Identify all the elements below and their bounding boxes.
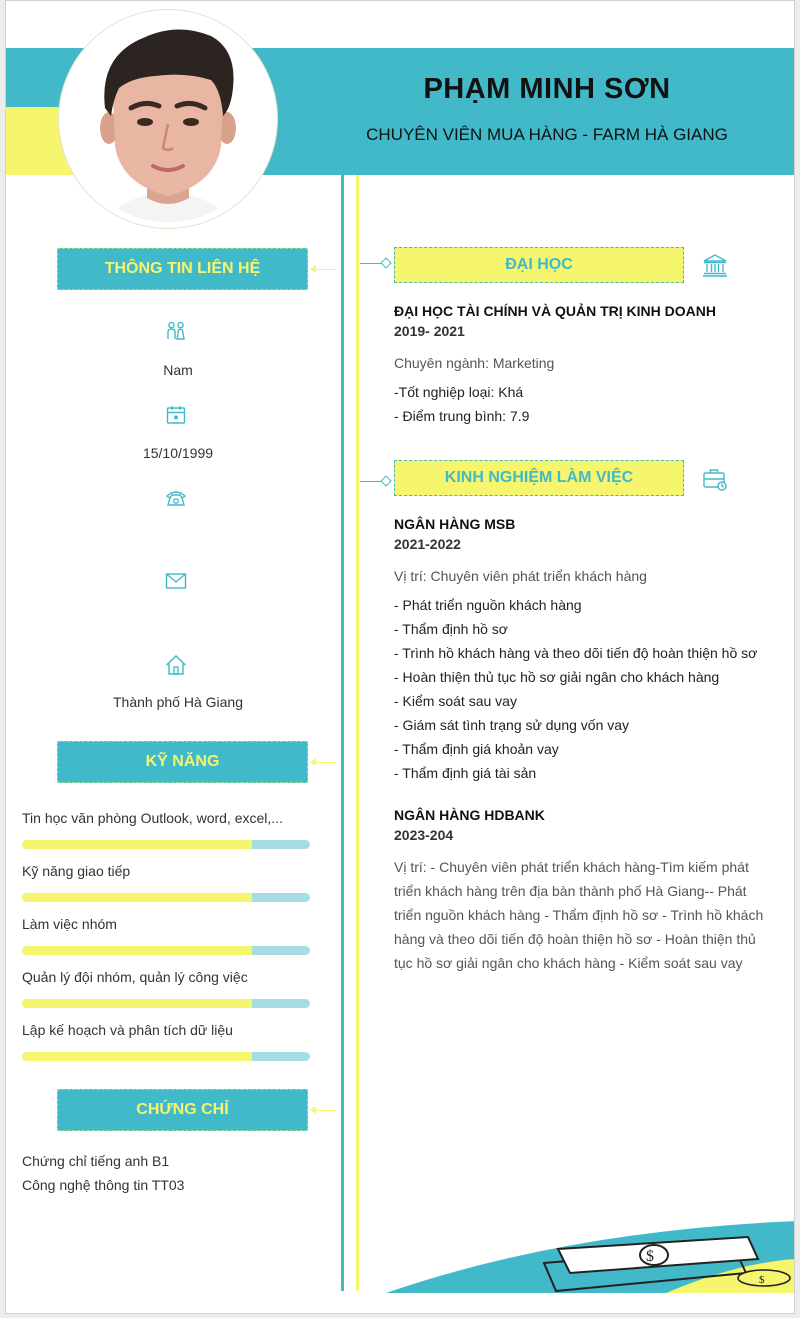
avatar-frame	[58, 9, 278, 229]
skill-label: Làm việc nhóm	[22, 916, 117, 932]
contact-section-title: THÔNG TIN LIÊN HỆ	[57, 248, 308, 290]
section-connector	[312, 762, 336, 763]
job-description: Vị trí: - Chuyên viên phát triển khách hàng-Tìm kiếm phát triển khách hàng trên địa bàn thành phố Hà Giang-- Phát triển nguồn khách hàng - Thẩm định hồ sơ - Trình hồ khách hàng và theo dõi tiến độ hoàn thiện hồ sơ - Hoàn thiện thủ tục hồ sơ giải ngân cho khách hàng - Kiểm soát sau vay	[394, 859, 764, 971]
skill-bar	[22, 840, 310, 849]
section-connector	[312, 269, 336, 270]
candidate-name: PHẠM MINH SƠN	[423, 73, 671, 105]
job-duty: - Kiểm soát sau vay	[394, 693, 517, 709]
skill-bar	[22, 1052, 310, 1061]
education-detail: - Điểm trung bình: 7.9	[394, 408, 530, 424]
education-years: 2019- 2021	[394, 323, 465, 339]
university-icon	[702, 252, 728, 278]
education-school: ĐẠI HỌC TÀI CHÍNH VÀ QUẢN TRỊ KINH DOANH	[394, 303, 716, 319]
skill-label: Lập kế hoạch và phân tích dữ liệu	[22, 1022, 233, 1038]
job-title: CHUYÊN VIÊN MUA HÀNG - FARM HÀ GIANG	[366, 125, 728, 144]
phone-icon	[164, 486, 188, 510]
skill-bar	[22, 946, 310, 955]
job-years: 2021-2022	[394, 536, 461, 552]
svg-text:$: $	[759, 1274, 765, 1286]
home-icon	[164, 653, 188, 677]
briefcase-icon	[702, 466, 728, 492]
contact-gender: Nam	[163, 362, 193, 378]
contact-address: Thành phố Hà Giang	[113, 694, 243, 710]
resume-page	[5, 0, 795, 1314]
certificates-section-title: CHỨNG CHỈ	[57, 1089, 308, 1131]
job-duty: - Hoàn thiện thủ tục hồ sơ giải ngân cho khách hàng	[394, 669, 720, 685]
skill-bar	[22, 999, 310, 1008]
job-duty: - Trình hồ khách hàng và theo dõi tiến độ hoàn thiện hồ sơ	[394, 645, 758, 661]
skills-section-title: KỸ NĂNG	[57, 741, 308, 783]
divider-line	[341, 175, 344, 1291]
divider-line	[356, 175, 359, 1291]
job-duty: - Thẩm định giá tài sản	[394, 765, 537, 781]
job-company: NGÂN HÀNG MSB	[394, 516, 516, 532]
contact-birthdate: 15/10/1999	[142, 445, 214, 461]
section-connector	[312, 1110, 336, 1111]
skill-label: Kỹ năng giao tiếp	[22, 863, 131, 879]
experience-section-title: KINH NGHIỆM LÀM VIỆC	[394, 460, 684, 496]
job-company: NGÂN HÀNG HDBANK	[394, 807, 545, 823]
svg-text:$: $	[646, 1248, 654, 1265]
job-position: Vị trí: Chuyên viên phát triển khách hàng	[394, 568, 647, 584]
avatar	[65, 16, 271, 222]
job-duty: - Giám sát tình trạng sử dụng vốn vay	[394, 717, 630, 733]
money-illustration	[366, 1211, 795, 1293]
skill-bar	[22, 893, 310, 902]
skill-label: Tin học văn phòng Outlook, word, excel,...	[22, 810, 283, 826]
connector-diamond	[380, 475, 391, 486]
job-duty: - Thẩm định giá khoản vay	[394, 741, 559, 757]
education-section-title: ĐẠI HỌC	[394, 247, 684, 283]
job-duty: - Phát triển nguồn khách hàng	[394, 597, 582, 613]
certificate-item: Chứng chỉ tiếng anh B1	[22, 1153, 170, 1169]
job-duty: - Thẩm định hồ sơ	[394, 621, 508, 637]
calendar-icon	[164, 403, 188, 427]
gender-icon	[164, 319, 188, 343]
education-major: Chuyên ngành: Marketing	[394, 355, 555, 371]
education-detail: -Tốt nghiệp loại: Khá	[394, 384, 524, 400]
certificate-item: Công nghệ thông tin TT03	[22, 1177, 185, 1193]
job-years: 2023-204	[394, 827, 454, 843]
skill-label: Quản lý đội nhóm, quản lý công việc	[22, 969, 248, 985]
email-icon	[164, 569, 188, 593]
connector-diamond	[380, 257, 391, 268]
